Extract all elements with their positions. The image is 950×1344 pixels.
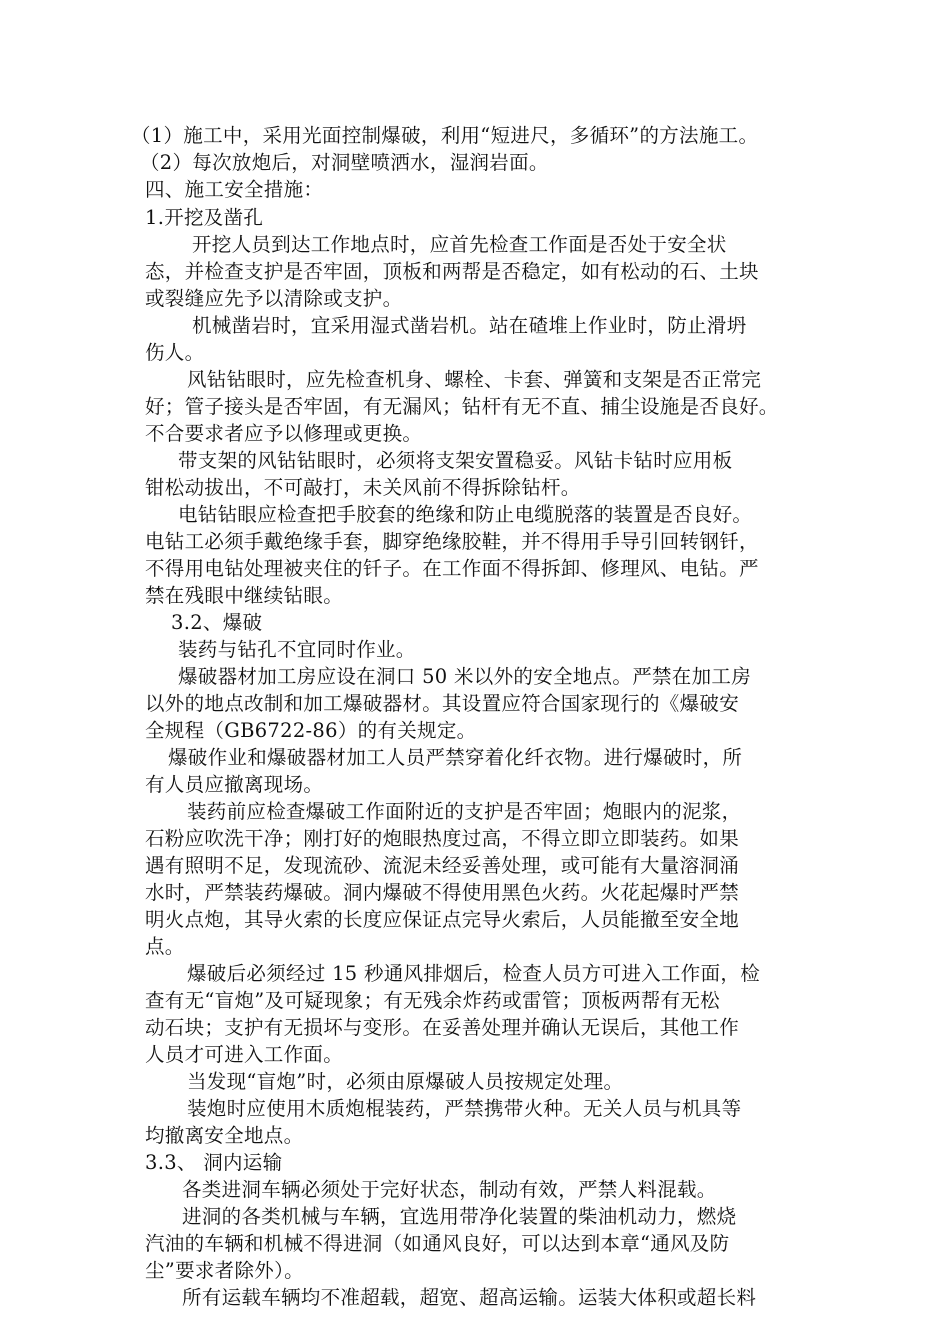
text-line: 风钻钻眼时，应先检查机身、螺栓、卡套、弹簧和支架是否正常完 [187, 368, 762, 391]
text-line: 点。 [145, 935, 185, 958]
text-line: 爆破作业和爆破器材加工人员严禁穿着化纤衣物。进行爆破时，所 [168, 746, 743, 769]
text-line: 好；管子接头是否牢固，有无漏风；钻杆有无不直、捕尘设施是否良好。 [145, 395, 779, 418]
text-line: 开挖人员到达工作地点时，应首先检查工作面是否处于安全状 [192, 233, 727, 256]
section-heading: 四、施工安全措施： [145, 178, 324, 201]
text-line: 当发现“盲炮”时，必须由原爆破人员按规定处理。 [187, 1070, 624, 1093]
text-line: 不合要求者应予以修理或更换。 [145, 422, 423, 445]
text-line: 以外的地点改制和加工爆破器材。其设置应符合国家现行的《爆破安 [145, 692, 740, 715]
text-line: 电钻钻眼应检查把手胶套的绝缘和防止电缆脱落的装置是否良好。 [178, 503, 753, 526]
text-line: 汽油的车辆和机械不得进洞（如通风良好，可以达到本章“通风及防 [145, 1232, 730, 1255]
text-line: 水时，严禁装药爆破。洞内爆破不得使用黑色火药。火花起爆时严禁 [145, 881, 740, 904]
text-line: 钳松动拔出，不可敲打，未关风前不得拆除钻杆。 [145, 476, 581, 499]
text-line: 或裂缝应先予以清除或支护。 [145, 287, 403, 310]
text-line: 装药前应检查爆破工作面附近的支护是否牢固；炮眼内的泥浆， [187, 800, 742, 823]
text-line: 石粉应吹洗干净；刚打好的炮眼热度过高，不得立即立即装药。如果 [145, 827, 740, 850]
text-line: 动石块；支护有无损坏与变形。在妥善处理并确认无误后，其他工作 [145, 1016, 740, 1039]
text-line: 均撤离安全地点。 [145, 1124, 304, 1147]
text-line: 装药与钻孔不宜同时作业。 [178, 638, 416, 661]
text-line: 全规程（GB6722-86）的有关规定。 [145, 719, 477, 742]
text-line: 禁在残眼中继续钻眼。 [145, 584, 344, 607]
text-line: 态，并检查支护是否牢固，顶板和两帮是否稳定，如有松动的石、土块 [145, 260, 759, 283]
text-line: 查有无“盲炮”及可疑现象；有无残余炸药或雷管；顶板两帮有无松 [145, 989, 720, 1012]
text-line: （1）施工中，采用光面控制爆破，利用“短进尺，多循环”的方法施工。 [131, 124, 759, 147]
text-line: 不得用电钻处理被夹住的钎子。在工作面不得拆卸、修理风、电钻。严 [145, 557, 759, 580]
text-line: 带支架的风钻钻眼时，必须将支架安置稳妥。风钻卡钻时应用板 [178, 449, 733, 472]
text-line: 电钻工必须手戴绝缘手套，脚穿绝缘胶鞋，并不得用手导引回转钢钎， [145, 530, 759, 553]
subsection-heading: 1.开挖及凿孔 [145, 206, 264, 229]
text-line: 尘”要求者除外）。 [145, 1259, 304, 1282]
subsection-heading: 3.2、爆破 [171, 611, 263, 634]
text-line: 爆破器材加工房应设在洞口 50 米以外的安全地点。严禁在加工房 [178, 665, 752, 688]
text-line: 所有运载车辆均不准超载，超宽、超高运输。运装大体积或超长料 [182, 1286, 757, 1309]
text-line: 机械凿岩时，宜采用湿式凿岩机。站在碴堆上作业时，防止滑坍 [192, 314, 747, 337]
text-line: 进洞的各类机械与车辆，宜选用带净化装置的柴油机动力，燃烧 [182, 1205, 737, 1228]
text-line: （2）每次放炮后，对洞壁喷洒水，湿润岩面。 [140, 151, 549, 174]
text-line: 装炮时应使用木质炮棍装药，严禁携带火种。无关人员与机具等 [187, 1097, 742, 1120]
text-line: 各类进洞车辆必须处于完好状态，制动有效，严禁人料混载。 [182, 1178, 717, 1201]
text-line: 遇有照明不足，发现流砂、流泥未经妥善处理，或可能有大量溶洞涌 [145, 854, 740, 877]
text-line: 伤人。 [145, 341, 205, 364]
subsection-heading: 3.3、 洞内运输 [145, 1151, 283, 1174]
text-line: 人员才可进入工作面。 [145, 1043, 344, 1066]
text-line: 明火点炮，其导火索的长度应保证点完导火索后，人员能撤至安全地 [145, 908, 740, 931]
text-line: 爆破后必须经过 15 秒通风排烟后，检查人员方可进入工作面，检 [187, 962, 761, 985]
text-line: 有人员应撤离现场。 [145, 773, 324, 796]
